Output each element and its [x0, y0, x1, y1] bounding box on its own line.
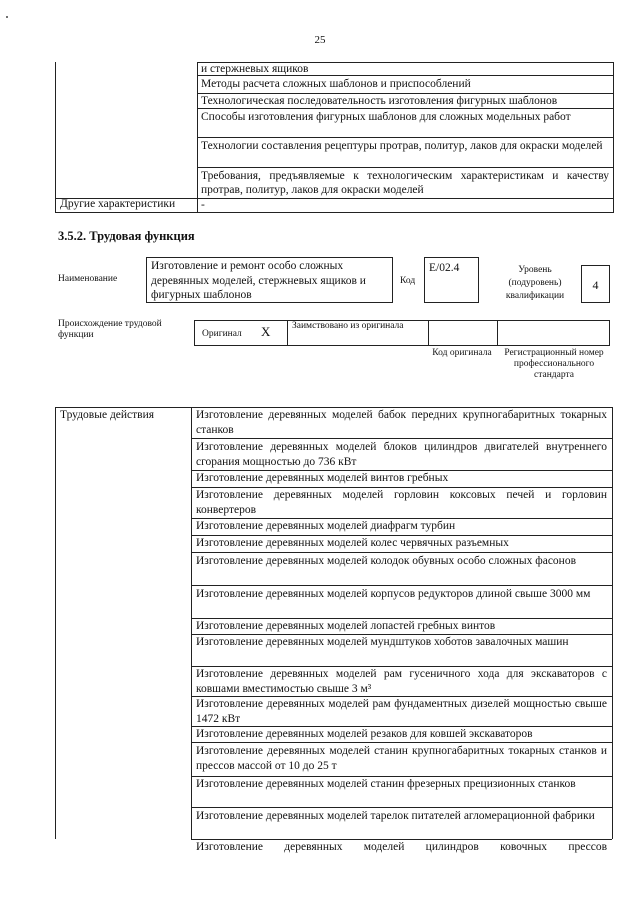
other-characteristics-cell — [197, 198, 613, 213]
table-row: Изготовление деревянных моделей рам гусеничного хода для экскаваторов с ковшами вместимостью свыше 3 м³ — [191, 666, 612, 696]
name-label: Наименование — [58, 274, 118, 284]
table-row: Изготовление деревянных моделей станин фрезерных прецизионных станков — [191, 776, 612, 807]
code-original-caption: Код оригинала — [432, 348, 492, 358]
origin-row — [194, 320, 610, 346]
borrowed-label: Заимствовано из оригинала — [292, 321, 404, 331]
scan-speck — [6, 16, 8, 18]
function-code-box: E/02.4 — [424, 257, 479, 303]
table-row: Технологии составления рецептуры протрав, политур, лаков для окраски моделей — [197, 137, 613, 167]
original-label: Оригинал — [202, 329, 242, 339]
table-row: Изготовление деревянных моделей диафрагм турбин — [191, 518, 612, 535]
table-row: Изготовление деревянных моделей станин крупногабаритных токарных станков и прессов массой от 10 до 25 т — [191, 742, 612, 776]
table-row: Изготовление деревянных моделей корпусов редукторов длиной свыше 3000 мм — [191, 585, 612, 618]
registration-number-caption: Регистрационный номер профессионального стандарта — [504, 348, 604, 380]
table-row: Изготовление деревянных моделей мундштуков хоботов завалочных машин — [191, 634, 612, 666]
origin-label: Происхождение трудовой функции — [58, 319, 162, 340]
section-title: 3.5.2. Трудовая функция — [58, 229, 195, 243]
table-row: Изготовление деревянных моделей резаков для ковшей экскаваторов — [191, 726, 612, 742]
labour-actions-label: Трудовые действия — [60, 409, 155, 421]
table-row: Изготовление деревянных моделей колес червячных разъемных — [191, 535, 612, 552]
original-mark: X — [261, 324, 271, 339]
table-row: Изготовление деревянных моделей колодок обувных особо сложных фасонов — [191, 552, 612, 585]
knowledge-table — [55, 62, 614, 213]
function-name-box: Изготовление и ремонт особо сложных деревянных моделей, стержневых ящиков и фигурных шаблонов — [146, 257, 393, 303]
cell-divider — [497, 321, 498, 345]
table-row: Способы изготовления фигурных шаблонов для сложных модельных работ — [197, 108, 613, 137]
cell-divider — [428, 321, 429, 345]
table-row: Изготовление деревянных моделей винтов гребных — [191, 470, 612, 487]
table-row: Изготовление деревянных моделей бабок передних крупногабаритных токарных станков — [196, 409, 607, 436]
qualification-level-box: 4 — [581, 265, 610, 303]
other-characteristics-label: Другие характеристики — [60, 198, 176, 210]
table-row: Изготовление деревянных моделей рам фундаментных дизелей мощностью свыше 1472 кВт — [191, 696, 612, 726]
table-row: Изготовление деревянных моделей горловин коксовых печей и горловин конвертеров — [191, 487, 612, 518]
table-row: и стержневых ящиков — [197, 62, 613, 75]
qualification-level-label: Уровень (подуровень) квалификации — [505, 265, 565, 301]
other-characteristics-value: - — [201, 199, 205, 211]
code-label: Код — [400, 276, 416, 286]
table-row: Технологическая последовательность изготовления фигурных шаблонов — [197, 93, 613, 108]
table-row: Методы расчета сложных шаблонов и приспособлений — [197, 75, 613, 93]
table-row: Изготовление деревянных моделей цилиндров ковочных прессов — [191, 839, 612, 855]
table-row: Изготовление деревянных моделей тарелок питателей агломерационной фабрики — [191, 807, 612, 839]
page-number: 25 — [314, 34, 326, 46]
table-row: Требования, предъявляемые к технологическим характеристикам и качеству протрав, политур, лаков для окраски моделей — [197, 167, 613, 198]
labour-actions-table — [55, 407, 613, 853]
table-row: Изготовление деревянных моделей блоков цилиндров двигателей внутреннего сгорания мощностью до 736 кВт — [191, 438, 612, 470]
cell-divider — [287, 321, 288, 345]
table-row: Изготовление деревянных моделей лопастей гребных винтов — [191, 618, 612, 634]
